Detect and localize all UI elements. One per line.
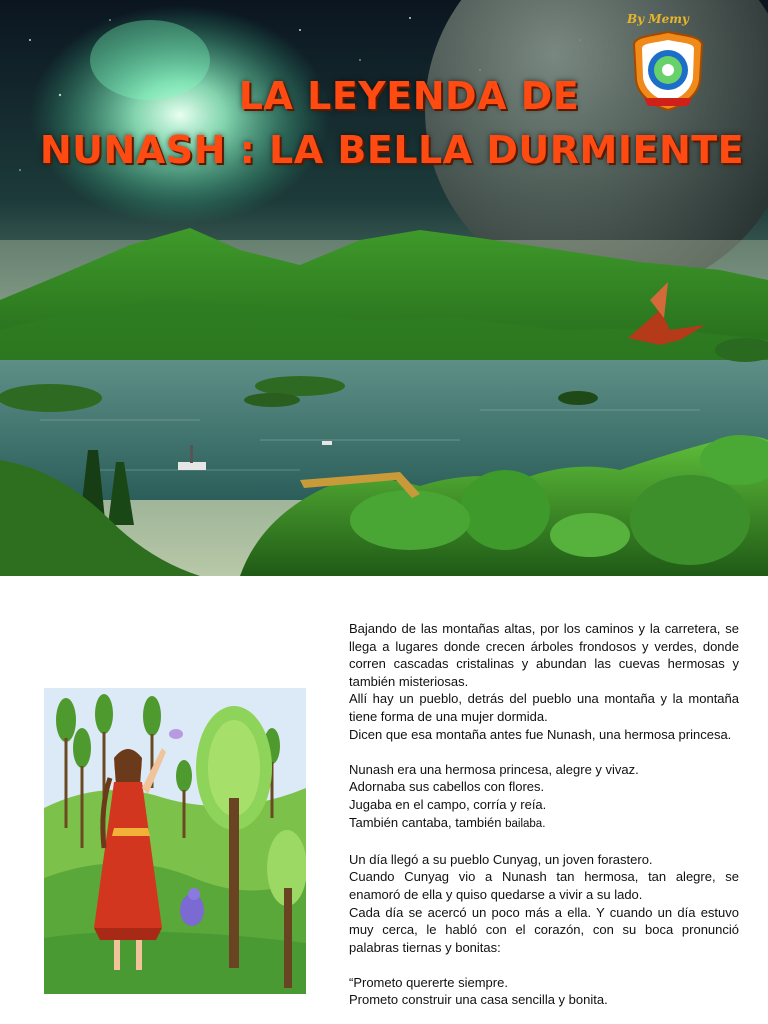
story-line: Adornaba sus cabellos con flores. — [349, 779, 545, 795]
princess-illustration — [44, 688, 306, 994]
story-paragraph: Dicen que esa montaña antes fue Nunash, una hermosa princesa. — [349, 726, 732, 742]
story-line-text-small: bailaba. — [505, 817, 546, 830]
story-text — [349, 620, 739, 1009]
story-paragraph: Allí hay un pueblo, detrás del pueblo una montaña y la montaña tiene forma de una mujer dormida. — [349, 691, 739, 724]
story-paragraph: Un día llegó a su pueblo Cunyag, un joven forastero. — [349, 851, 653, 867]
story-line-text: También cantaba, también — [349, 814, 506, 830]
story-quote-line: Prometo construir una casa sencilla y bonita. — [349, 992, 608, 1008]
story-paragraph: Cada día se acercó un poco más a ella. Y cuando un día estuvo muy cerca, le habló con el corazón, con su boca pronunció palabras tiernas y bonitas: — [349, 904, 739, 955]
cover-title-line1: LA LEYENDA DE — [238, 74, 580, 118]
story-paragraph: Bajando de las montañas altas, por los caminos y la carretera, se llega a lugares donde crecen árboles frondosos y verdes, donde corren cascadas cristalinas y abundan las cuevas hermosas y también misteriosas. — [349, 621, 739, 689]
story-line: Nunash era una hermosa princesa, alegre y vivaz. — [349, 761, 639, 777]
story-line — [349, 814, 739, 834]
author-credit: By Memy — [627, 12, 689, 26]
story-quote-line: “Prometo quererte siempre. — [349, 974, 508, 990]
cover-title-line2: NUNASH : LA BELLA DURMIENTE — [39, 128, 745, 172]
story-line: Jugaba en el campo, corría y reía. — [349, 796, 547, 812]
story-paragraph: Cuando Cunyag vio a Nunash tan hermosa, tan alegre, se enamoró de ella y quiso quedarse a vivir a su lado. — [349, 869, 739, 902]
